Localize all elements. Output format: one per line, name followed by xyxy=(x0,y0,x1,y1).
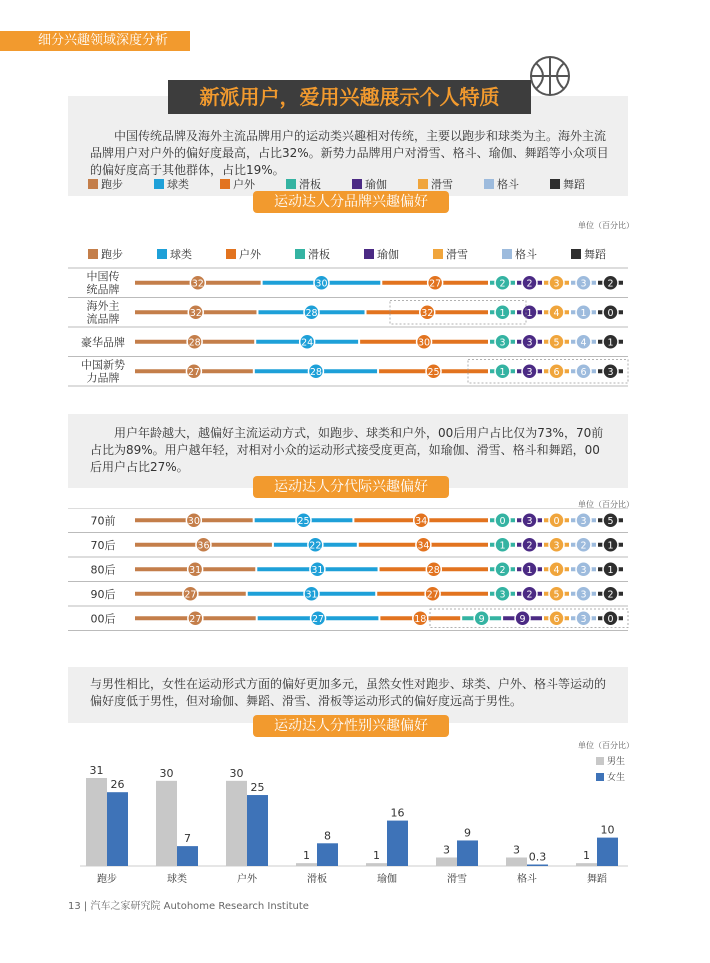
segment-球类 xyxy=(257,562,377,577)
segment-滑板 xyxy=(490,364,515,379)
legend-swatch xyxy=(88,249,98,259)
value-label: 9 xyxy=(478,613,485,625)
value-label: 2 xyxy=(526,278,533,290)
value-label: 31 xyxy=(189,564,202,576)
legend-swatch xyxy=(502,249,512,259)
legend-label: 滑雪 xyxy=(431,178,453,191)
value-label: 2 xyxy=(499,564,506,576)
category-label: 格斗 xyxy=(517,874,537,885)
bar-value-label: 1 xyxy=(583,849,590,863)
segment-户外 xyxy=(377,586,488,601)
value-label: 25 xyxy=(427,366,440,378)
segment-跑步 xyxy=(135,275,261,290)
segment-球类 xyxy=(255,364,377,379)
segment-舞蹈 xyxy=(598,586,623,601)
segment-跑步 xyxy=(135,611,256,626)
legend-item-7 xyxy=(550,176,585,192)
value-label: 27 xyxy=(429,278,442,290)
bar-value-label: 25 xyxy=(250,781,265,795)
category-label: 跑步 xyxy=(97,874,117,885)
segment-球类 xyxy=(258,305,364,320)
row-label: 70后 xyxy=(90,538,116,552)
legend-item-1 xyxy=(157,246,192,262)
segment-瑜伽 xyxy=(517,562,542,577)
legend-swatch xyxy=(154,179,164,189)
segment-跑步 xyxy=(135,537,272,552)
value-label: 30 xyxy=(315,278,328,290)
value-label: 5 xyxy=(553,337,560,349)
segment-户外 xyxy=(380,562,488,577)
segment-滑板 xyxy=(462,611,501,626)
row-label: 豪华品牌 xyxy=(81,335,125,349)
row-label: 00后 xyxy=(90,612,116,626)
value-label: 1 xyxy=(499,540,506,552)
brand-chart xyxy=(68,266,630,390)
legend-swatch xyxy=(295,249,305,259)
value-label: 4 xyxy=(553,564,560,576)
legend-label: 格斗 xyxy=(515,248,537,261)
bar-男生-滑雪 xyxy=(436,857,457,866)
segment-滑雪 xyxy=(544,364,569,379)
legend-label: 滑雪 xyxy=(446,248,468,261)
legend-item-2 xyxy=(226,246,261,262)
value-label: 9 xyxy=(519,613,526,625)
category-label: 滑雪 xyxy=(447,874,467,885)
segment-户外 xyxy=(380,611,460,626)
segment-跑步 xyxy=(135,562,255,577)
unit-label-1: 单位（百分比） xyxy=(578,221,634,230)
value-label: 2 xyxy=(526,589,533,601)
value-label: 2 xyxy=(607,278,614,290)
legend-label: 舞蹈 xyxy=(563,178,585,191)
value-label: 3 xyxy=(580,278,587,290)
bar-女生-户外 xyxy=(247,795,268,866)
segment-户外 xyxy=(382,275,488,290)
segment-跑步 xyxy=(135,305,256,320)
segment-滑雪 xyxy=(544,513,569,528)
value-label: 34 xyxy=(417,540,430,552)
segment-户外 xyxy=(367,305,488,320)
value-label: 28 xyxy=(188,337,201,349)
value-label: 32 xyxy=(421,307,434,319)
legend-item-2 xyxy=(220,176,255,192)
segment-瑜伽 xyxy=(517,364,542,379)
basketball-icon xyxy=(527,53,573,99)
value-label: 28 xyxy=(309,366,322,378)
legend-item-1 xyxy=(154,176,189,192)
value-label: 25 xyxy=(297,515,310,527)
segment-格斗 xyxy=(571,364,596,379)
segment-跑步 xyxy=(135,334,254,349)
value-label: 22 xyxy=(309,540,322,552)
bar-value-label: 9 xyxy=(464,826,471,840)
segment-格斗 xyxy=(571,275,596,290)
value-label: 2 xyxy=(499,278,506,290)
value-label: 27 xyxy=(184,589,197,601)
segment-户外 xyxy=(360,334,488,349)
legend-swatch xyxy=(484,179,494,189)
row-label: 中国新势力品牌 xyxy=(81,358,125,385)
bar-男生-格斗 xyxy=(506,857,527,866)
segment-滑雪 xyxy=(544,305,569,320)
legend-swatch xyxy=(571,249,581,259)
legend-item-0 xyxy=(88,176,123,192)
value-label: 28 xyxy=(427,564,440,576)
page-footer: 13 | 汽车之家研究院 Autohome Research Institute xyxy=(68,901,309,912)
segment-滑雪 xyxy=(544,586,569,601)
segment-户外 xyxy=(354,513,488,528)
legend-swatch xyxy=(88,179,98,189)
bar-value-label: 1 xyxy=(373,849,380,863)
paragraph-brand: 中国传统品牌及海外主流品牌用户的运动类兴趣相对传统，主要以跑步和球类为主。海外主流品牌用户对户外的偏好度最高，占比32%。新势力品牌用户对滑雪、格斗、瑜伽、舞蹈等小众项目的偏好度高于其他群体，占比19%。 xyxy=(90,129,609,177)
bar-value-label: 3 xyxy=(443,843,450,857)
legend-label: 瑜伽 xyxy=(377,248,399,261)
legend-label: 户外 xyxy=(239,248,261,261)
segment-球类 xyxy=(258,611,379,626)
segment-舞蹈 xyxy=(598,305,623,320)
value-label: 1 xyxy=(499,366,506,378)
value-label: 1 xyxy=(526,564,533,576)
value-label: 36 xyxy=(197,540,210,552)
segment-球类 xyxy=(263,275,381,290)
segment-格斗 xyxy=(571,586,596,601)
category-label: 球类 xyxy=(167,874,187,885)
segment-瑜伽 xyxy=(517,513,542,528)
segment-格斗 xyxy=(571,513,596,528)
section-tag: 细分兴趣领域深度分析 xyxy=(0,31,190,51)
value-label: 3 xyxy=(526,337,533,349)
segment-舞蹈 xyxy=(598,513,623,528)
bar-value-label: 31 xyxy=(89,764,104,777)
unit-label-2: 单位（百分比） xyxy=(578,500,634,509)
legend-top xyxy=(88,176,628,190)
value-label: 18 xyxy=(414,613,427,625)
segment-跑步 xyxy=(135,364,253,379)
category-label: 瑜伽 xyxy=(377,874,397,885)
generation-chart xyxy=(68,508,630,634)
value-label: 3 xyxy=(553,278,560,290)
legend-item-3 xyxy=(286,176,321,192)
legend-male: 男生 xyxy=(596,754,625,767)
segment-滑板 xyxy=(490,334,515,349)
legend-swatch xyxy=(433,249,443,259)
bar-男生-舞蹈 xyxy=(576,863,597,866)
chart-title-gender: 运动达人分性别兴趣偏好 xyxy=(253,715,449,737)
segment-瑜伽 xyxy=(503,611,542,626)
value-label: 1 xyxy=(580,307,587,319)
segment-户外 xyxy=(379,364,488,379)
page-title: 新派用户，爱用兴趣展示个人特质 xyxy=(168,80,531,114)
segment-瑜伽 xyxy=(517,275,542,290)
value-label: 3 xyxy=(526,515,533,527)
value-label: 0 xyxy=(607,307,614,319)
value-label: 6 xyxy=(553,366,560,378)
category-label: 滑板 xyxy=(307,874,327,885)
value-label: 31 xyxy=(311,564,324,576)
value-label: 4 xyxy=(580,337,587,349)
bar-value-label: 30 xyxy=(229,766,244,780)
bar-value-label: 1 xyxy=(303,849,310,863)
value-label: 27 xyxy=(312,613,325,625)
legend-item-6 xyxy=(484,176,519,192)
bar-value-label: 3 xyxy=(513,843,520,857)
value-label: 3 xyxy=(580,564,587,576)
value-label: 34 xyxy=(415,515,428,527)
value-label: 30 xyxy=(187,515,200,527)
legend-swatch xyxy=(418,179,428,189)
legend-label: 球类 xyxy=(170,248,192,261)
value-label: 6 xyxy=(580,366,587,378)
segment-球类 xyxy=(274,537,357,552)
value-label: 27 xyxy=(187,366,200,378)
row-label: 90后 xyxy=(90,587,116,601)
segment-瑜伽 xyxy=(517,586,542,601)
value-label: 24 xyxy=(301,337,314,349)
segment-跑步 xyxy=(135,586,246,601)
bar-女生-球类 xyxy=(177,846,198,866)
value-label: 30 xyxy=(418,337,431,349)
value-label: 1 xyxy=(607,337,614,349)
value-label: 5 xyxy=(553,589,560,601)
value-label: 1 xyxy=(499,307,506,319)
bar-女生-跑步 xyxy=(107,792,128,866)
legend-swatch xyxy=(352,179,362,189)
segment-格斗 xyxy=(571,611,596,626)
value-label: 0 xyxy=(553,515,560,527)
value-label: 3 xyxy=(580,613,587,625)
value-label: 2 xyxy=(607,589,614,601)
value-label: 3 xyxy=(580,515,587,527)
legend-item-6 xyxy=(502,246,537,262)
bar-value-label: 7 xyxy=(184,832,191,846)
segment-舞蹈 xyxy=(598,275,623,290)
row-label: 海外主流品牌 xyxy=(86,299,120,326)
segment-格斗 xyxy=(571,305,596,320)
value-label: 3 xyxy=(499,589,506,601)
segment-滑雪 xyxy=(544,611,569,626)
value-label: 6 xyxy=(553,613,560,625)
bar-女生-滑板 xyxy=(317,843,338,866)
paragraph-gender: 与男性相比，女性在运动形式方面的偏好更加多元，虽然女性对跑步、球类、户外、格斗等运动的偏好度低于男性，但对瑜伽、舞蹈、滑雪、滑板等运动形式的偏好度远高于男性。 xyxy=(90,677,607,708)
value-label: 2 xyxy=(526,540,533,552)
legend-item-0 xyxy=(88,246,123,262)
legend-item-4 xyxy=(364,246,399,262)
segment-格斗 xyxy=(571,537,596,552)
category-label: 户外 xyxy=(237,874,257,885)
bar-value-label: 8 xyxy=(324,829,331,843)
segment-舞蹈 xyxy=(598,537,623,552)
legend-swatch xyxy=(550,179,560,189)
legend-label: 滑板 xyxy=(299,178,321,191)
legend-label: 舞蹈 xyxy=(584,248,606,261)
unit-label-3: 单位（百分比） xyxy=(578,741,634,750)
chart-title-generation: 运动达人分代际兴趣偏好 xyxy=(253,476,449,498)
legend-label: 跑步 xyxy=(101,178,123,191)
value-label: 1 xyxy=(526,307,533,319)
value-label: 28 xyxy=(305,307,318,319)
bar-value-label: 26 xyxy=(110,778,125,792)
legend-label: 格斗 xyxy=(497,178,519,191)
segment-滑板 xyxy=(490,275,515,290)
legend-label: 户外 xyxy=(233,178,255,191)
segment-滑板 xyxy=(490,305,515,320)
segment-舞蹈 xyxy=(598,364,623,379)
legend-label: 球类 xyxy=(167,178,189,191)
segment-滑雪 xyxy=(544,562,569,577)
legend-label: 滑板 xyxy=(308,248,330,261)
gender-chart xyxy=(68,760,630,890)
bar-value-label: 16 xyxy=(390,806,405,820)
segment-跑步 xyxy=(135,513,253,528)
value-label: 0 xyxy=(499,515,506,527)
bar-女生-舞蹈 xyxy=(597,838,618,866)
segment-舞蹈 xyxy=(598,562,623,577)
legend-swatch xyxy=(364,249,374,259)
bar-value-label: 0.3 xyxy=(528,850,547,864)
legend-swatch xyxy=(220,179,230,189)
segment-滑雪 xyxy=(544,537,569,552)
bar-女生-滑雪 xyxy=(457,840,478,866)
segment-滑板 xyxy=(490,586,515,601)
value-label: 2 xyxy=(580,540,587,552)
value-label: 3 xyxy=(526,366,533,378)
bar-男生-瑜伽 xyxy=(366,863,387,866)
value-label: 27 xyxy=(189,613,202,625)
legend-item-4 xyxy=(352,176,387,192)
legend-item-5 xyxy=(418,176,453,192)
bar-value-label: 30 xyxy=(159,766,174,780)
legend-swatch xyxy=(157,249,167,259)
legend-swatch xyxy=(286,179,296,189)
segment-格斗 xyxy=(571,562,596,577)
bar-女生-瑜伽 xyxy=(387,821,408,866)
value-label: 3 xyxy=(580,589,587,601)
segment-舞蹈 xyxy=(598,334,623,349)
legend-female: 女生 xyxy=(596,770,625,783)
legend-chart xyxy=(88,246,628,260)
segment-瑜伽 xyxy=(517,334,542,349)
value-label: 5 xyxy=(607,515,614,527)
row-label: 70前 xyxy=(90,514,116,528)
bar-男生-球类 xyxy=(156,781,177,866)
segment-格斗 xyxy=(571,334,596,349)
segment-滑板 xyxy=(490,537,515,552)
value-label: 32 xyxy=(189,307,202,319)
segment-舞蹈 xyxy=(598,611,623,626)
segment-滑板 xyxy=(490,562,515,577)
segment-瑜伽 xyxy=(517,537,542,552)
legend-label: 跑步 xyxy=(101,248,123,261)
value-label: 4 xyxy=(553,307,560,319)
value-label: 27 xyxy=(426,589,439,601)
value-label: 3 xyxy=(607,366,614,378)
legend-item-5 xyxy=(433,246,468,262)
row-label: 中国传统品牌 xyxy=(86,269,120,296)
segment-球类 xyxy=(255,513,353,528)
row-label: 80后 xyxy=(90,563,116,577)
legend-item-7 xyxy=(571,246,606,262)
segment-滑板 xyxy=(490,513,515,528)
legend-item-3 xyxy=(295,246,330,262)
bar-男生-滑板 xyxy=(296,863,317,866)
segment-瑜伽 xyxy=(517,305,542,320)
chart-title-brand: 运动达人分品牌兴趣偏好 xyxy=(253,191,449,213)
legend-swatch xyxy=(226,249,236,259)
paragraph-generation: 用户年龄越大，越偏好主流运动方式，如跑步、球类和户外，00后用户占比仅为73%，70前占比为89%。用户越年轻，对相对小众的运动形式接受度更高，如瑜伽、滑雪、格斗和舞蹈，00后用户占比27%。 xyxy=(90,426,604,474)
segment-户外 xyxy=(359,537,488,552)
value-label: 3 xyxy=(499,337,506,349)
segment-滑雪 xyxy=(544,275,569,290)
value-label: 31 xyxy=(305,589,318,601)
legend-label: 瑜伽 xyxy=(365,178,387,191)
bar-男生-户外 xyxy=(226,781,247,866)
value-label: 1 xyxy=(607,564,614,576)
segment-球类 xyxy=(256,334,358,349)
value-label: 3 xyxy=(553,540,560,552)
segment-球类 xyxy=(248,586,375,601)
bar-男生-跑步 xyxy=(86,778,107,866)
bar-value-label: 10 xyxy=(600,823,615,837)
value-label: 32 xyxy=(191,278,204,290)
segment-滑雪 xyxy=(544,334,569,349)
bar-女生-格斗 xyxy=(527,865,548,867)
value-label: 1 xyxy=(607,540,614,552)
value-label: 0 xyxy=(607,613,614,625)
category-label: 舞蹈 xyxy=(587,874,607,885)
